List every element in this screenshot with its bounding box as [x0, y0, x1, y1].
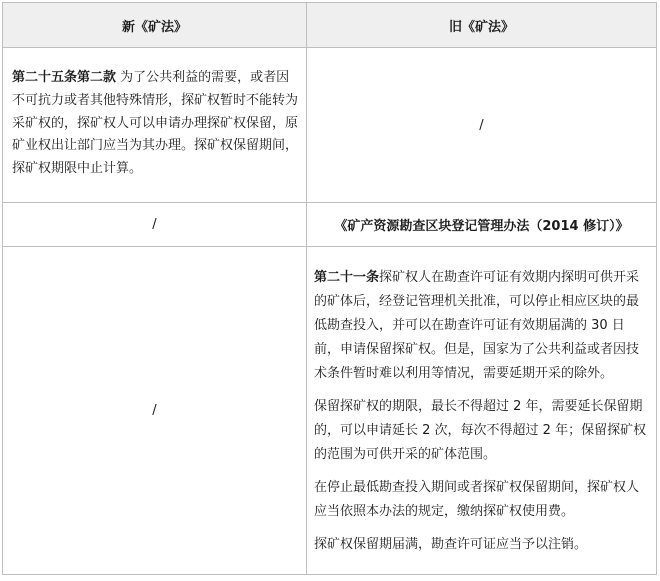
article-label: 第二十一条: [314, 270, 380, 285]
table-row: [3, 203, 657, 247]
paragraph: 在停止最低勘查投入期间或者探矿权保留期间，探矿权人应当依照本办法的规定，缴纳探矿权使用费。: [314, 480, 640, 519]
header-new-law: 新《矿法》: [3, 3, 307, 48]
header-old-law: 旧《矿法》: [307, 3, 657, 48]
article-label: 第二十五条第二款: [12, 70, 117, 85]
comparison-table: [2, 2, 657, 575]
article-text: 探矿权人在勘查许可证有效期内探明可供开采的矿体后，经登记管理机关批准，可以停止相应区块的最低勘查投入，并可以在勘查许可证有效期届满的 30 日前，申请保留探矿权。但是，国家为了公共利益或者因技术条件暂时难以利用等情况，需要延期开采的除外。: [314, 270, 640, 381]
new-law-empty-cell: /: [3, 203, 307, 247]
old-law-empty-cell: /: [307, 48, 657, 203]
table-row: [3, 48, 657, 203]
article-text: 为了公共利益的需要，或者因不可抗力或者其他特殊情形，探矿权暂时不能转为采矿权的，探矿权人可以申请办理探矿权保留，原矿业权出让部门应当为其办理。探矿权保留期间，探矿权期限中止计算。: [12, 70, 299, 177]
new-law-empty-cell: /: [3, 247, 307, 575]
old-regulation-title: 《矿产资源勘查区块登记管理办法（2014 修订）》: [307, 203, 657, 247]
paragraph: 探矿权保留期届满，勘查许可证应当予以注销。: [314, 537, 588, 552]
paragraph: 保留探矿权的期限，最长不得超过 2 年，需要延长保留期的，可以申请延长 2 次，每次不得超过 2 年；保留探矿权的范围为可供开采的矿体范围。: [314, 399, 647, 462]
table-row: [3, 247, 657, 575]
header-row: [3, 3, 657, 48]
new-law-article-25-cell: [3, 48, 307, 203]
old-regulation-article-21-cell: [307, 247, 657, 575]
paragraph: [314, 266, 650, 386]
